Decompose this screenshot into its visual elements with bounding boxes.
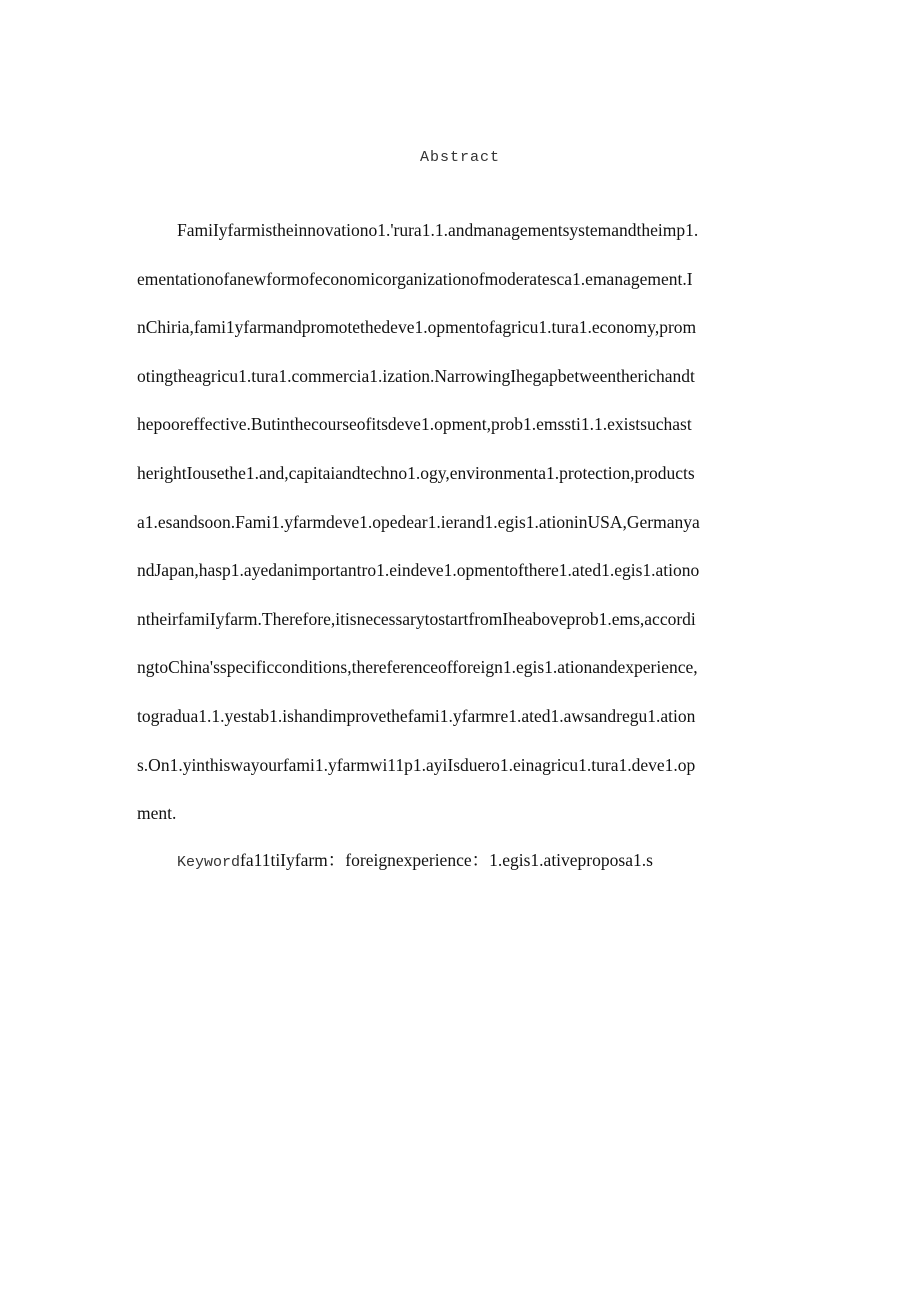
keywords-row xyxy=(177,846,653,877)
abstract-line: nChiria,fami1yfarmandpromotethedeve1.opmentofagricu1.tura1.economy,prom xyxy=(137,317,697,338)
abstract-line: ngtoChina'sspecificconditions,thereferenceofforeign1.egis1.ationandexperience, xyxy=(137,657,698,678)
abstract-line: otingtheagricu1.tura1.commercia1.ization.NarrowingIhegapbetweentherichandt xyxy=(137,365,695,386)
abstract-line: togradua1.1.yestab1.ishandimprovethefami1.yfarmre1.ated1.awsandregu1.ation xyxy=(137,705,696,726)
abstract-title: Abstract xyxy=(419,149,500,166)
abstract-line: FamiIyfarmistheinnovationo1.'rura1.1.andmanagementsystemandtheimp1. xyxy=(177,220,699,240)
abstract-line: s.On1.yinthiswayourfami1.yfarmwi11p1.ayiIsduero1.einagricu1.tura1.deve1.op xyxy=(137,754,696,775)
keyword-text: fa11tiIyfarm：foreignexperience：1.egis1.ativeproposa1.s xyxy=(240,850,653,870)
abstract-line: ndJapan,hasp1.ayedanimportantro1.eindeve1.opmentofthere1.ated1.egis1.ationo xyxy=(137,560,700,581)
abstract-line: ementationofanewformofeconomicorganizationofmoderatesca1.emanagement.I xyxy=(137,268,693,289)
abstract-body xyxy=(137,216,787,848)
abstract-line: ntheirfamiIyfarm.Therefore,itisnecessarytostartfromIheaboveprob1.ems,accordi xyxy=(137,608,696,629)
keyword-label: Keyword xyxy=(177,854,241,871)
abstract-line: a1.esandsoon.Fami1.yfarmdeve1.opedear1.ierand1.egis1.ationinUSA,Germanya xyxy=(137,511,700,532)
abstract-line: hepooreffective.Butinthecourseofitsdeve1.opment,prob1.emssti1.1.existsuchast xyxy=(137,414,692,435)
abstract-line: herightIousethe1.and,capitaiandtechno1.ogy,environmenta1.protection,products xyxy=(137,462,695,483)
abstract-line: ment. xyxy=(137,803,177,824)
